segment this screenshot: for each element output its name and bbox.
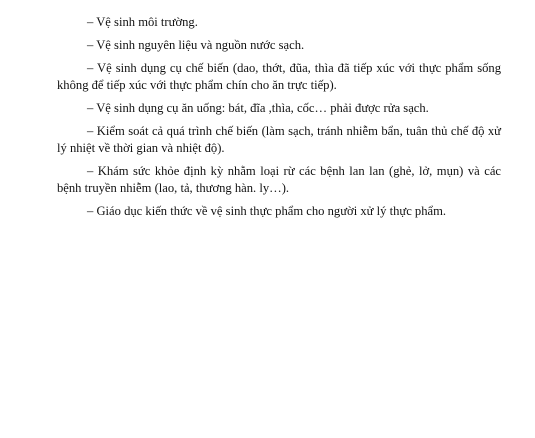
paragraph-ingredient-water-hygiene: – Vệ sinh nguyên liệu và nguồn nước sạch. <box>87 38 305 52</box>
paragraph-processing-tools-hygiene: – Vệ sinh dụng cụ chế biến (dao, thớt, đũa, thìa đã tiếp xúc với thực phẩm sống không để tiếp xúc với thực phẩm chín cho ăn trực tiếp). <box>57 61 501 92</box>
paragraph-food-safety-education: – Giáo dục kiến thức về vệ sinh thực phẩm cho người xử lý thực phẩm. <box>87 204 447 218</box>
paragraph-environment-hygiene: – Vệ sinh môi trường. <box>87 15 198 29</box>
document-body <box>57 14 501 226</box>
paragraph-health-checkup: – Khám sức khỏe định kỳ nhằm loại rừ các bệnh lan lan (ghẻ, lở, mụn) và các bệnh truyền nhiễm (lao, tả, thương hàn. ly…). <box>57 164 501 195</box>
paragraph-processing-control: – Kiểm soát cả quá trình chế biến (làm sạch, tránh nhiễm bẩn, tuân thủ chế độ xử lý nhiệt về thời gian và nhiệt độ). <box>57 124 501 155</box>
paragraph-eating-utensils-hygiene: – Vệ sinh dụng cụ ăn uống: bát, đĩa ,thìa, cốc… phải được rửa sạch. <box>87 101 429 115</box>
